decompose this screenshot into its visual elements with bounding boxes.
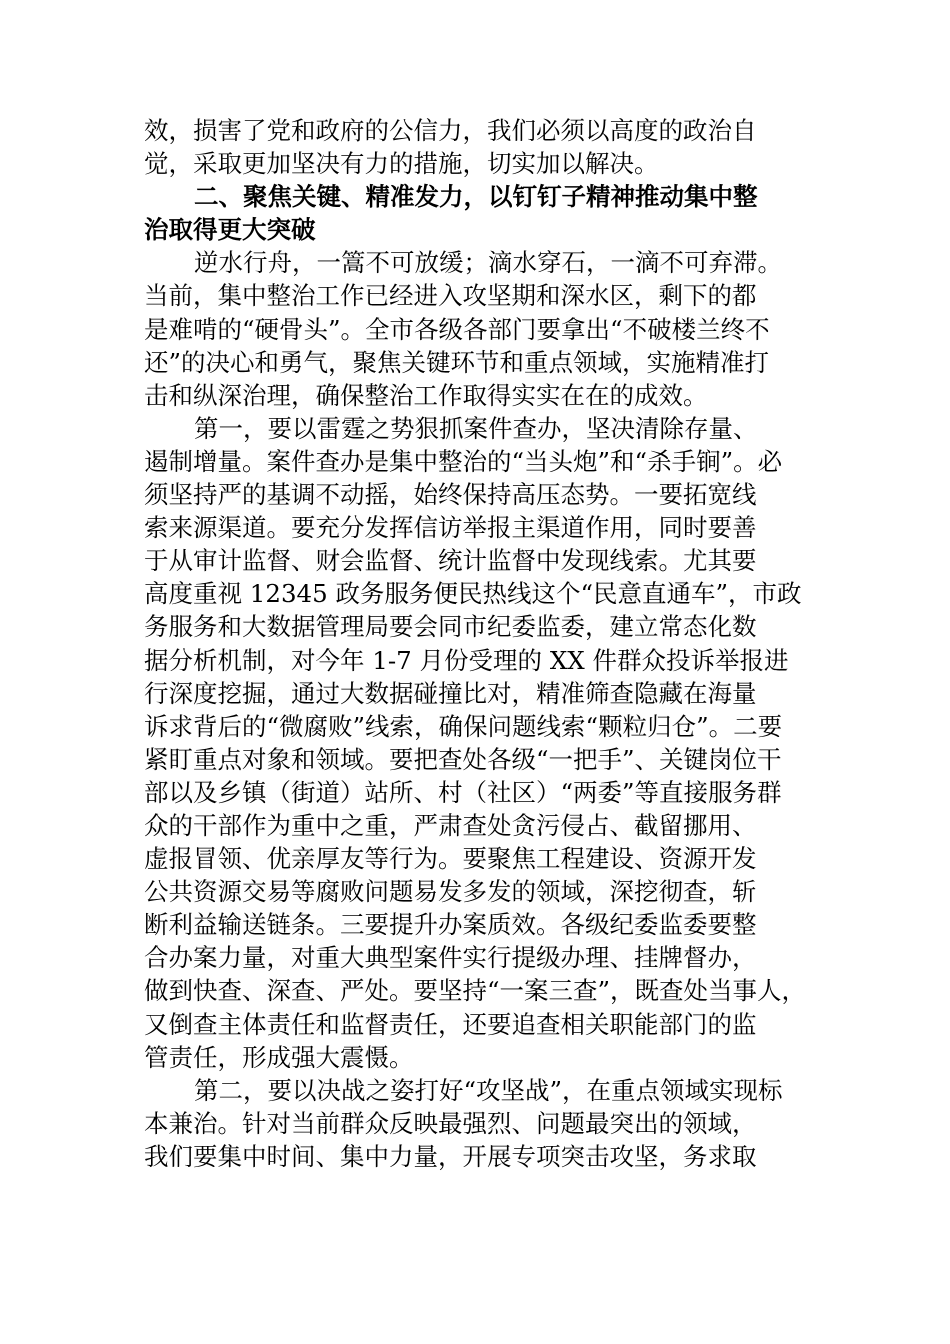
body-text-line: 紧盯重点对象和领域。要把查处各级“一把手”、关键岗位干 [144, 744, 782, 774]
body-text-line: 于从审计监督、财会监督、统计监督中发现线索。尤其要 [144, 546, 757, 576]
body-text-line: 公共资源交易等腐败问题易发多发的领域，深挖彻查，斩 [144, 877, 757, 907]
body-text-line: 虚报冒领、优亲厚友等行为。要聚焦工程建设、资源开发 [144, 844, 757, 874]
body-text-line: 务服务和大数据管理局要会同市纪委监委，建立常态化数 [144, 612, 757, 642]
body-text-line: 合办案力量，对重大典型案件实行提级办理、挂牌督办， [144, 943, 757, 973]
section-heading-line: 二、聚焦关键、精准发力，以钉钉子精神推动集中整 [194, 182, 758, 212]
body-text-line: 遏制增量。案件查办是集中整治的“当头炮”和“杀手锏”。必 [144, 446, 783, 476]
body-text-line: 索来源渠道。要充分发挥信访举报主渠道作用，同时要善 [144, 513, 757, 543]
body-text-line: 当前，集中整治工作已经进入攻坚期和深水区，剩下的都 [144, 281, 757, 311]
body-text-line: 效，损害了党和政府的公信力，我们必须以高度的政治自 [144, 116, 757, 145]
body-text-line: 击和纵深治理，确保整治工作取得实实在在的成效。 [144, 380, 708, 410]
body-text-line: 诉求背后的“微腐败”线索，确保问题线索“颗粒归仓”。二要 [144, 711, 783, 741]
body-text-line: 须坚持严的基调不动摇，始终保持高压态势。一要拓宽线 [144, 480, 757, 510]
section-heading-line: 治取得更大突破 [144, 215, 316, 245]
body-text-line: 众的干部作为重中之重，严肃查处贪污侵占、截留挪用、 [144, 810, 757, 840]
body-text-line: 还”的决心和勇气，聚焦关键环节和重点领域，实施精准打 [144, 347, 770, 377]
body-text-line: 是难啃的“硬骨头”。全市各级各部门要拿出“不破楼兰终不 [144, 314, 770, 344]
body-text-line: 管责任，形成强大震慑。 [144, 1042, 414, 1072]
body-text-line: 本兼治。针对当前群众反映最强烈、问题最突出的领域， [144, 1108, 757, 1138]
body-text-line: 觉，采取更加坚决有力的措施，切实加以解决。 [144, 149, 659, 179]
body-text-line: 断利益输送链条。三要提升办案质效。各级纪委监委要整 [144, 910, 757, 940]
body-text-line: 部以及乡镇（街道）站所、村（社区）“两委”等直接服务群 [144, 777, 782, 807]
body-text-line: 高度重视 12345 政务服务便民热线这个“民意直通车”，市政 [144, 579, 802, 609]
body-text-line: 我们要集中时间、集中力量，开展专项突击攻坚，务求取 [144, 1141, 757, 1171]
body-text-line: 第一，要以雷霆之势狠抓案件查办，坚决清除存量、 [194, 413, 758, 443]
body-text-line: 又倒查主体责任和监督责任，还要追查相关职能部门的监 [144, 1009, 757, 1039]
document-page [144, 114, 808, 1173]
body-text-line: 逆水行舟，一篙不可放缓；滴水穿石，一滴不可弃滞。 [194, 248, 782, 278]
body-text-line: 做到快查、深查、严处。要坚持“一案三查”，既查处当事人， [144, 976, 807, 1006]
body-text-line: 第二，要以决战之姿打好“攻坚战”，在重点领域实现标 [194, 1075, 783, 1105]
body-text-line: 据分析机制，对今年 1-7 月份受理的 XX 件群众投诉举报进 [144, 645, 789, 675]
body-text-line: 行深度挖掘，通过大数据碰撞比对，精准筛查隐藏在海量 [144, 678, 757, 708]
